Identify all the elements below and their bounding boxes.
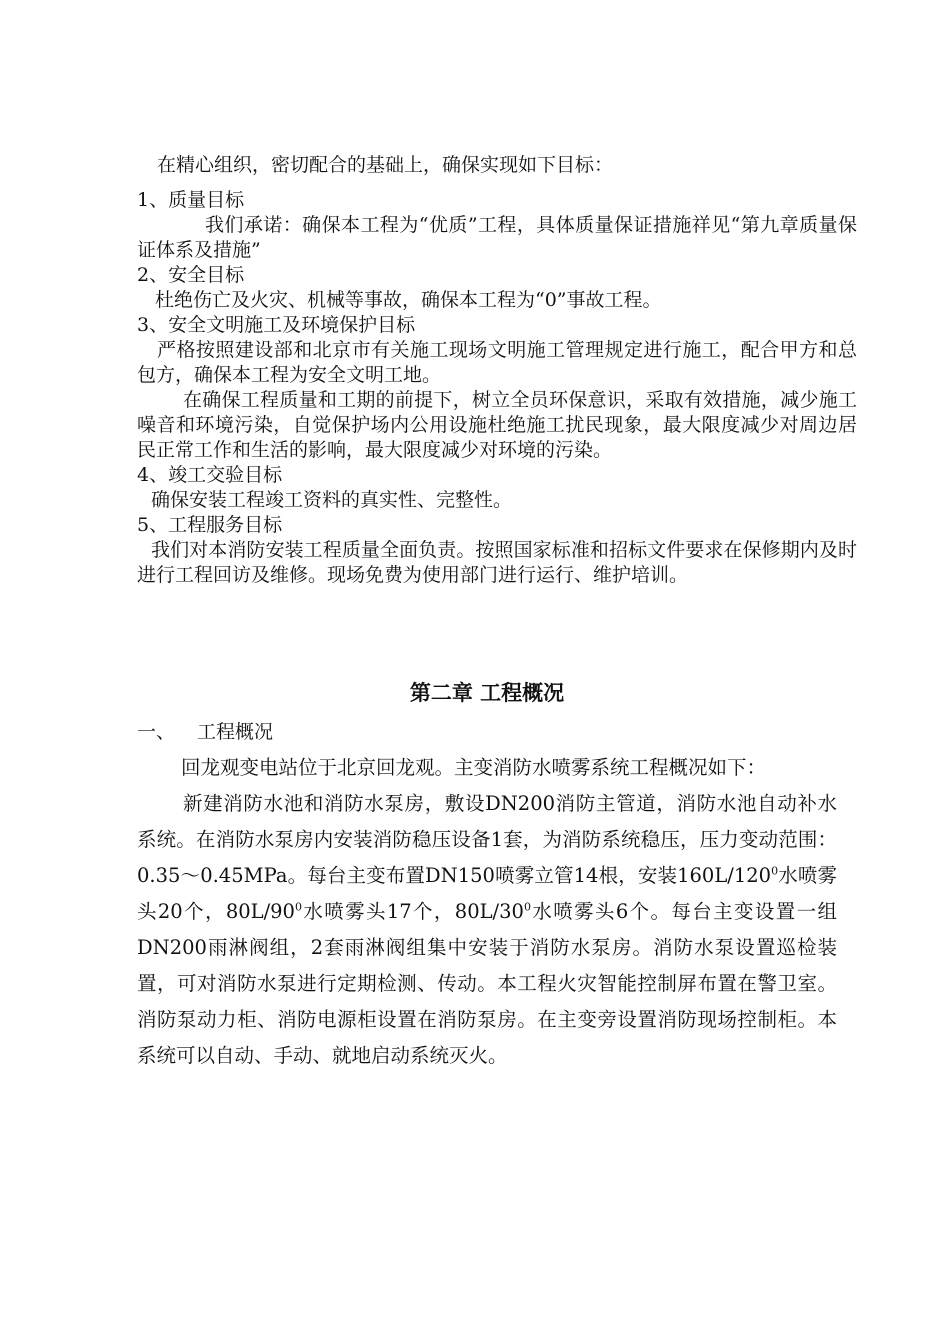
goal-title-civilized-construction: 3、安全文明施工及环境保护目标 xyxy=(137,314,416,336)
overview-text-d: 水喷雾头6个。每台主变设置一组DN200雨淋阀组，2套雨淋阀组集中安装于消防水泵房。消防水泵设置巡检装置，可对消防水泵进行定期检测、传动。本工程火灾智能控制屏布置在警卫室。消防泵动力柜、消防电源柜设置在消防泵房。在主变旁设置消防现场控制柜。本系统可以自动、手动、就地启动系统灭火。 xyxy=(137,900,837,1067)
chapter-title: 第二章 工程概况 xyxy=(409,681,565,705)
goal-body-civilized-construction: 严格按照建设部和北京市有关施工现场文明施工管理规定进行施工，配合甲方和总包方，确保本工程为安全文明工地。 xyxy=(137,339,857,386)
overview-text-b: 水喷雾头20个，80L/90 xyxy=(137,864,837,923)
section-number: 一、 xyxy=(137,721,176,743)
goal-body-environment: 在确保工程质量和工期的前提下，树立全员环保意识，采取有效措施，减少施工噪音和环境污染，自觉保护场内公用设施杜绝施工扰民现象，最大限度减少对周边居民正常工作和生活的影响，最大限度减少对环境的污染。 xyxy=(137,389,857,461)
goal-body-quality: 我们承诺：确保本工程为“优质”工程，具体质量保证措施祥见“第九章质量保证体系及措施” xyxy=(137,214,857,261)
goal-body-acceptance: 确保安装工程竣工资料的真实性、完整性。 xyxy=(151,489,513,511)
goals-section xyxy=(137,153,857,588)
degree-superscript-3: 0 xyxy=(523,900,531,914)
degree-superscript-1: 0 xyxy=(771,864,779,878)
overview-text-a: 新建消防水池和消防水泵房，敷设DN200消防主管道，消防水池自动补水系统。在消防水泵房内安装消防稳压设备1套，为消防系统稳压，压力变动范围：0.35～0.45MPa。每台主变布置DN150喷雾立管14根，安装160L/120 xyxy=(137,792,837,887)
goal-title-acceptance: 4、竣工交验目标 xyxy=(137,464,283,486)
section-heading xyxy=(137,718,273,746)
section-title: 工程概况 xyxy=(197,721,274,743)
overview-paragraph-1: 回龙观变电站位于北京回龙观。主变消防水喷雾系统工程概况如下： xyxy=(181,756,767,779)
overview-section xyxy=(137,750,837,1074)
goal-body-service: 我们对本消防安装工程质量全面负责。按照国家标准和招标文件要求在保修期内及时进行工程回访及维修。现场免费为使用部门进行运行、维护培训。 xyxy=(137,539,857,586)
intro-paragraph: 在精心组织，密切配合的基础上，确保实现如下目标： xyxy=(157,154,614,176)
degree-superscript-2: 0 xyxy=(294,900,302,914)
goal-title-safety: 2、安全目标 xyxy=(137,264,245,286)
goal-title-quality: 1、质量目标 xyxy=(137,189,245,211)
overview-text-c: 水喷雾头17个，80L/30 xyxy=(301,900,524,923)
goal-body-safety: 杜绝伤亡及火灾、机械等事故，确保本工程为“0”事故工程。 xyxy=(155,289,662,311)
goal-title-service: 5、工程服务目标 xyxy=(137,514,283,536)
overview-paragraph-2 xyxy=(137,786,837,1074)
